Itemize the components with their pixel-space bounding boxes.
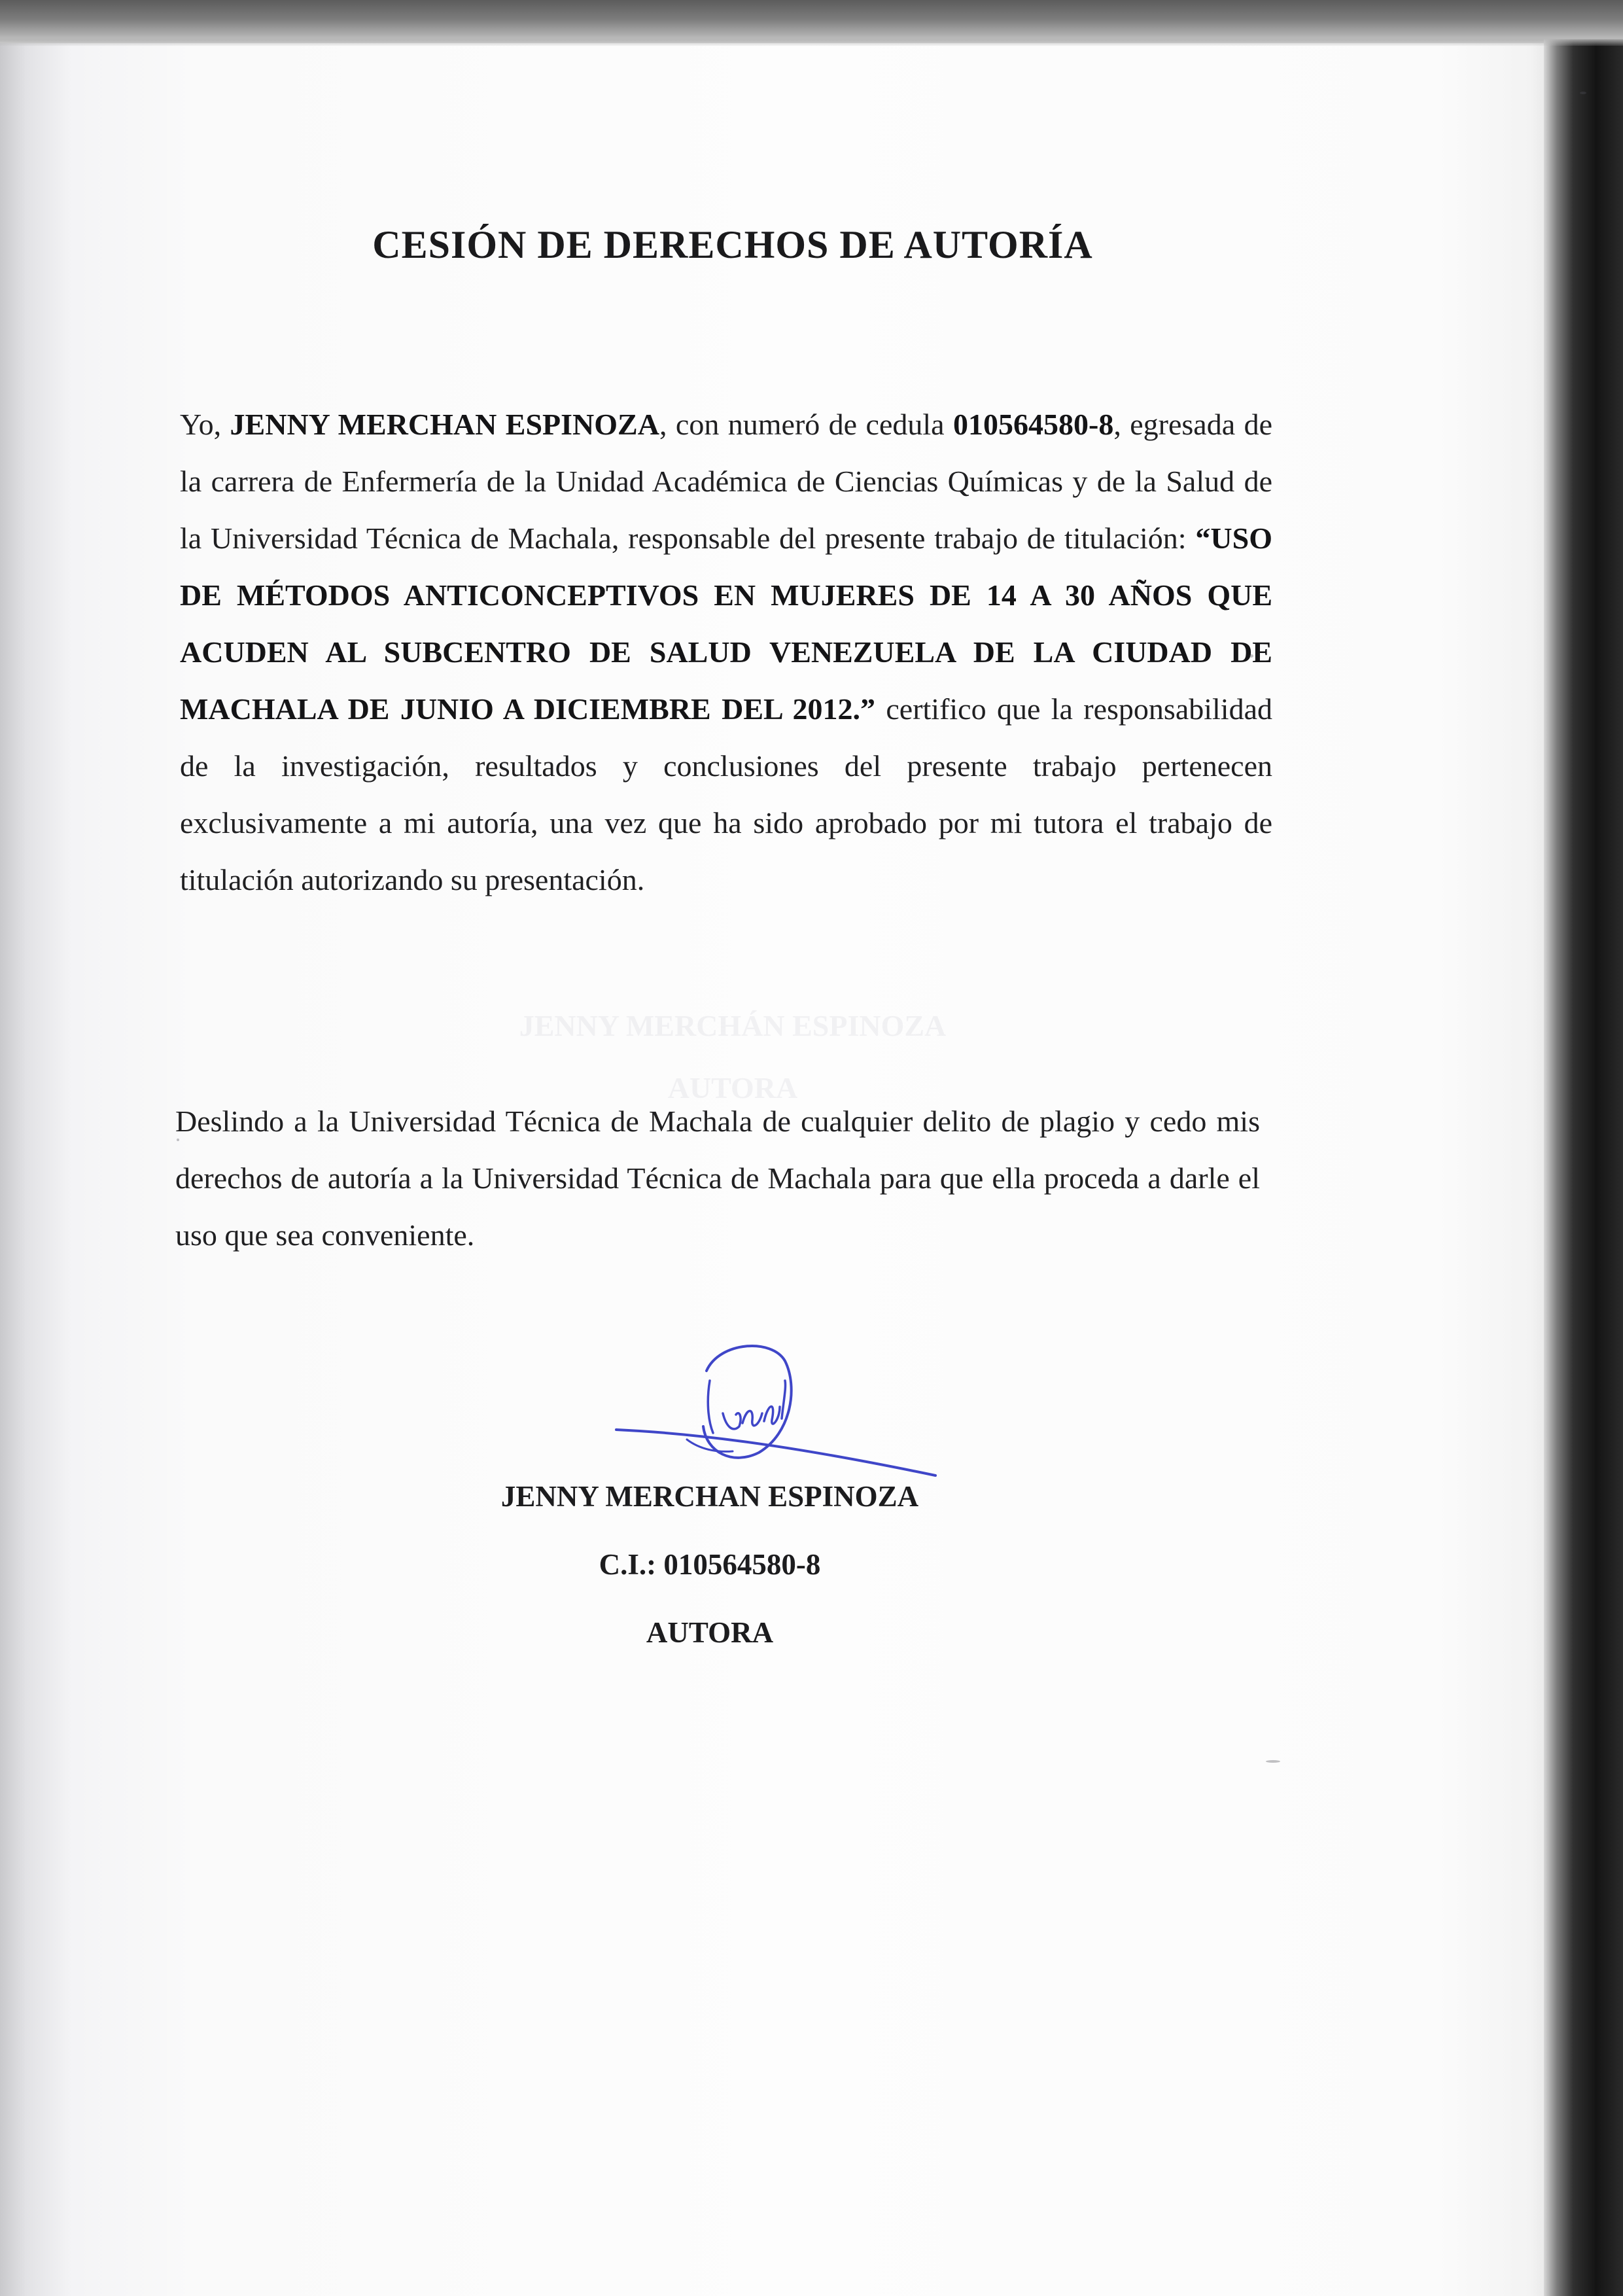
author-name: JENNY MERCHAN ESPINOZA bbox=[230, 408, 659, 441]
signer-role: AUTORA bbox=[646, 1616, 774, 1649]
scan-speck bbox=[1249, 654, 1253, 658]
thesis-title: “USO DE MÉTODOS ANTICONCEPTIVOS EN MUJERES DE 14 A 30 AÑOS QUE ACUDEN AL SUBCENTRO DE SALUD VENEZUELA DE LA CIUDAD DE MACHALA DE JUNIO A DICIEMBRE DEL 2012.” bbox=[180, 521, 1272, 726]
signer-name: JENNY MERCHAN ESPINOZA bbox=[500, 1480, 919, 1513]
declaration-paragraph bbox=[180, 396, 1272, 908]
id-number: 010564580-8 bbox=[953, 408, 1114, 441]
scan-speck bbox=[1580, 92, 1586, 94]
scanner-edge-shadow bbox=[1544, 39, 1623, 2296]
scan-speck bbox=[177, 1139, 179, 1141]
paragraph1-text-1: Yo, bbox=[180, 408, 230, 441]
signer-ci: C.I.: 010564580-8 bbox=[599, 1548, 821, 1581]
paragraph1-text-3: , egresada de la carrera de Enfermería de la Unidad Académica de Ciencias Químicas y de la Salud de la Universidad Técnica de Machala, responsable del presente trabajo de titulación: bbox=[180, 408, 1272, 555]
scanner-top-shadow bbox=[0, 0, 1623, 46]
bleed-through-role: AUTORA bbox=[667, 1071, 798, 1104]
paragraph1-text-4: certifico que la responsabilidad de la investigación, resultados y conclusiones del presente trabajo pertenecen exclusivamente a mi autoría, una vez que ha sido aprobado por mi tutora el trabajo de titulación autorizando su presentación. bbox=[180, 692, 1273, 896]
document-title: CESIÓN DE DERECHOS DE AUTORÍA bbox=[372, 223, 1093, 266]
release-paragraph: Deslindo a la Universidad Técnica de Machala de cualquier delito de plagio y cedo mis derechos de autoría a la Universidad Técnica de Machala para que ella proceda a darle el uso que sea conveniente. bbox=[175, 1104, 1260, 1252]
scan-speck bbox=[1266, 1760, 1280, 1763]
paragraph1-text-2: , con numeró de cedula bbox=[659, 408, 953, 441]
bleed-through-name: JENNY MERCHÁN ESPINOZA bbox=[519, 1009, 947, 1042]
signature-block bbox=[0, 1462, 1420, 1667]
